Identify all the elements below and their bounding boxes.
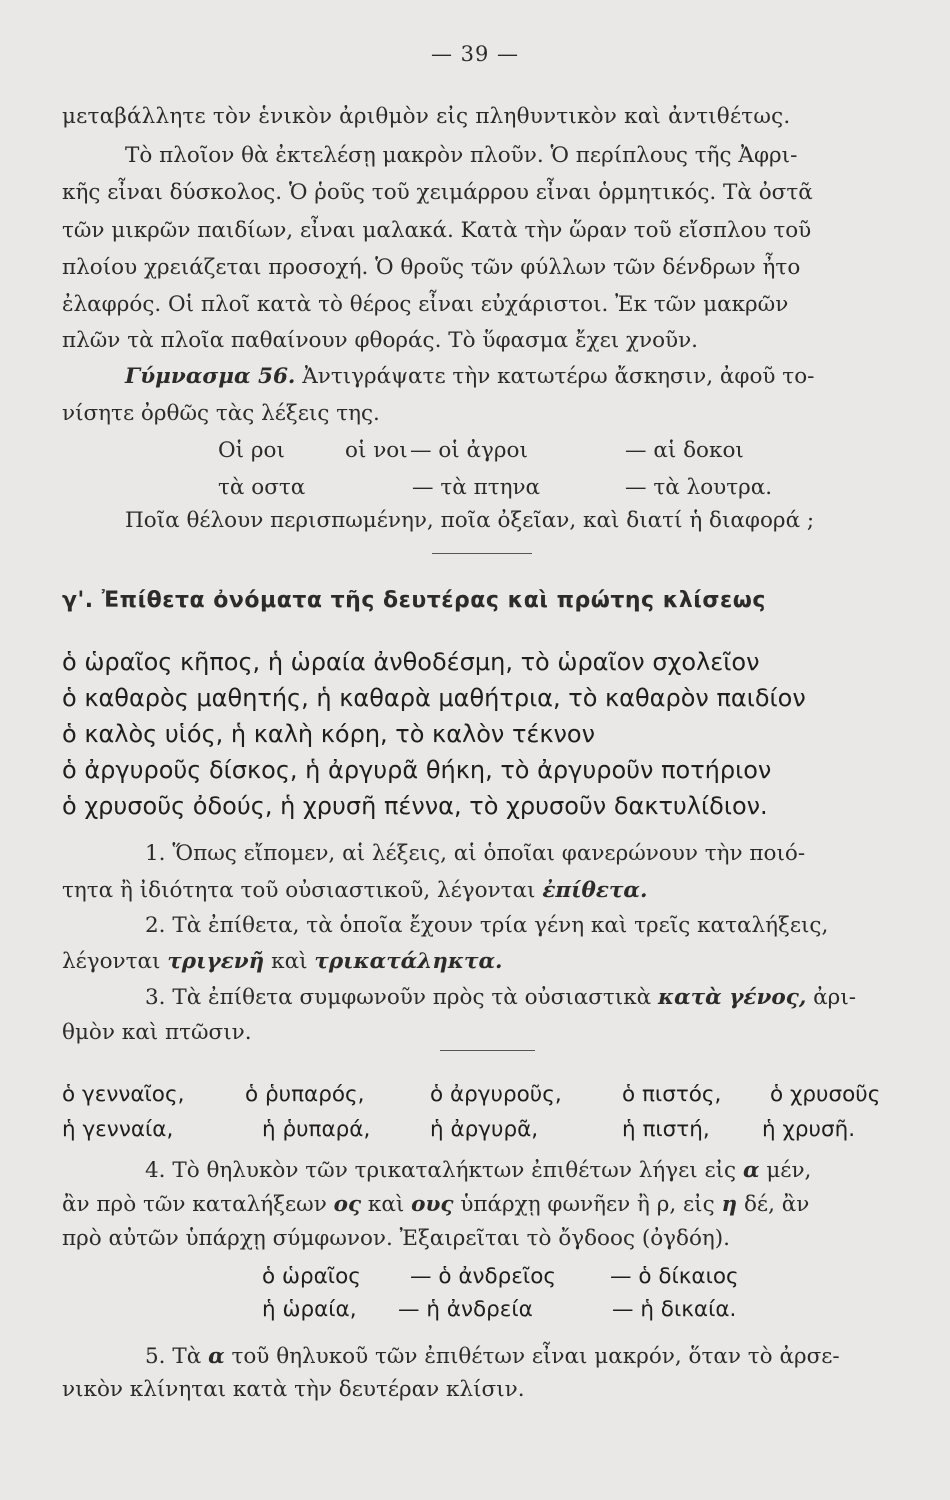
example-word: — ἡ ἀνδρεία: [398, 1297, 533, 1322]
exercise-cell: — οἱ ἀγροι: [410, 438, 528, 463]
rule-line: πρὸ αὐτῶν ὑπάρχῃ σύμφωνον. Ἐξαιρεῖται τὸ ὄγδοος (ὀγδόη).: [62, 1226, 730, 1251]
page-number: — 39 —: [430, 42, 520, 66]
example-word: ἡ γενναία,: [62, 1117, 174, 1142]
exercise-cell: Οἱ ροι: [218, 438, 285, 463]
intro-line: κῆς εἶναι δύσκολος. Ὁ ῥοῦς τοῦ χειμάρρου εἶναι ὁρμητικός. Τὰ ὀστᾶ: [62, 180, 813, 205]
rule-line: 2. Τὰ ἐπίθετα, τὰ ὁποῖα ἔχουν τρία γένη καὶ τρεῖς καταλήξεις,: [145, 913, 829, 938]
exercise-text: Ἀντιγράψατε τὴν κατωτέρω ἄσκησιν, ἀφοῦ το-: [302, 364, 815, 389]
term-os: ος: [333, 1192, 362, 1217]
example-word: ἡ πιστή,: [622, 1117, 710, 1142]
example-word: ὁ ἀργυροῦς,: [430, 1082, 562, 1107]
example-line: ὁ καθαρὸς μαθητής, ἡ καθαρὰ μαθήτρια, τὸ καθαρὸν παιδίον: [62, 684, 806, 712]
rule-text: 5. Τὰ: [145, 1344, 202, 1369]
exercise-question: Ποῖα θέλουν περισπωμένην, ποῖα ὀξεῖαν, καὶ διατί ἡ διαφορά ;: [125, 508, 815, 533]
term-ous: ους: [411, 1192, 454, 1217]
section-title: Ἐπίθετα ὀνόματα τῆς δευτέρας καὶ πρώτης κλίσεως: [101, 588, 766, 613]
section-heading: [62, 590, 766, 612]
rule-text: 3. Τὰ ἐπίθετα συμφωνοῦν πρὸς τὰ οὐσιαστικὰ: [145, 985, 652, 1010]
rule-line: [62, 951, 503, 973]
example-line: ὁ ὡραῖος κῆπος, ἡ ὡραία ἀνθοδέσμη, τὸ ὡραῖον σχολεῖον: [62, 648, 760, 676]
section-number: γ'.: [62, 588, 94, 613]
example-word: — ὁ δίκαιος: [610, 1264, 739, 1289]
rule-text: ἂν πρὸ τῶν καταλήξεων: [62, 1192, 327, 1217]
rule-text: τητα ἢ ἰδιότητα τοῦ οὐσιαστικοῦ, λέγονται: [62, 878, 536, 903]
rule-text: τοῦ θηλυκοῦ τῶν ἐπιθέτων εἶναι μακρόν, ὅταν τὸ ἀρσε-: [231, 1344, 840, 1369]
intro-line: ἐλαφρός. Οἱ πλοῖ κατὰ τὸ θέρος εἶναι εὐχάριστοι. Ἐκ τῶν μακρῶν: [62, 292, 789, 317]
section-divider: [440, 1050, 535, 1051]
example-word: — ἡ δικαία.: [612, 1297, 737, 1322]
term-eta: η: [721, 1192, 738, 1217]
example-word: ἡ χρυσῆ.: [762, 1117, 856, 1142]
term-kata-genos: κατὰ γένος,: [658, 985, 807, 1010]
intro-line: τῶν μικρῶν παιδίων, εἶναι μαλακά. Κατὰ τὴν ὥραν τοῦ εἴσπλου τοῦ: [62, 218, 812, 243]
exercise-cell: — τὰ πτηνα: [412, 475, 541, 500]
exercise-label: Γύμνασμα 56.: [125, 364, 296, 389]
exercise-line: [125, 366, 814, 388]
intro-line: Τὸ πλοῖον θὰ ἐκτελέσῃ μακρὸν πλοῦν. Ὁ περίπλους τῆς Ἀφρι-: [125, 143, 798, 168]
section-divider: [432, 553, 532, 554]
rule-text: ὑπάρχῃ φωνῆεν ἢ ρ, εἰς: [460, 1192, 715, 1217]
rule-line: [145, 987, 856, 1009]
rule-line: θμὸν καὶ πτῶσιν.: [62, 1020, 252, 1045]
rule-text: μέν,: [766, 1158, 812, 1183]
rule-line: [62, 880, 647, 902]
exercise-cell: — αἱ δοκοι: [625, 438, 744, 463]
rule-text: ἀρι-: [813, 985, 857, 1010]
rule-line: [145, 1160, 811, 1182]
example-word: — ὁ ἀνδρεῖος: [410, 1264, 556, 1289]
rule-line: 1. Ὅπως εἴπομεν, αἱ λέξεις, αἱ ὁποῖαι φανερώνουν τὴν ποιό-: [145, 841, 806, 866]
intro-line: πλοίου χρειάζεται προσοχή. Ὁ θροῦς τῶν φύλλων τῶν δένδρων ἦτο: [62, 255, 801, 280]
rule-text: λέγονται: [62, 949, 161, 974]
exercise-cell: τὰ οστα: [218, 475, 306, 500]
term-trikatalikta: τρικατάληκτα.: [314, 949, 503, 974]
intro-line: πλῶν τὰ πλοῖα παθαίνουν φθοράς. Τὸ ὕφασμα ἔχει χνοῦν.: [62, 328, 699, 353]
example-word: ὁ πιστός,: [622, 1082, 722, 1107]
rule-text: καὶ: [271, 949, 308, 974]
exercise-cell: — τὰ λουτρα.: [625, 475, 773, 500]
example-line: ὁ καλὸς υἱός, ἡ καλὴ κόρη, τὸ καλὸν τέκνον: [62, 720, 596, 748]
example-word: ἡ ὡραία,: [262, 1297, 357, 1322]
example-word: ἡ ἀργυρᾶ,: [430, 1117, 539, 1142]
example-word: ἡ ῥυπαρά,: [262, 1117, 371, 1142]
term-alpha: α: [742, 1158, 760, 1183]
rule-line: [145, 1346, 840, 1368]
term-trigeni: τριγενῆ: [167, 949, 265, 974]
intro-line: μεταβάλλητε τὸν ἑνικὸν ἀριθμὸν εἰς πληθυντικὸν καὶ ἀντιθέτως.: [62, 104, 791, 129]
rule-line: [62, 1194, 809, 1216]
example-word: ὁ γενναῖος,: [62, 1082, 185, 1107]
example-word: ὁ ὡραῖος: [262, 1264, 361, 1289]
rule-text: 4. Τὸ θηλυκὸν τῶν τρικαταλήκτων ἐπιθέτων λήγει εἰς: [145, 1158, 737, 1183]
exercise-cell: οἱ νοι: [345, 438, 408, 463]
rule-text: καὶ: [367, 1192, 405, 1217]
term-alpha: α: [208, 1344, 225, 1369]
example-line: ὁ ἀργυροῦς δίσκος, ἡ ἀργυρᾶ θήκη, τὸ ἀργυροῦν ποτήριον: [62, 756, 772, 784]
example-word: ὁ ῥυπαρός,: [245, 1082, 365, 1107]
rule-text: δέ, ἂν: [743, 1192, 810, 1217]
example-line: ὁ χρυσοῦς ὀδούς, ἡ χρυσῆ πέννα, τὸ χρυσοῦν δακτυλίδιον.: [62, 792, 768, 820]
rule-line: νικὸν κλίνηται κατὰ τὴν δευτέραν κλίσιν.: [62, 1377, 525, 1402]
term-epitheta: ἐπίθετα.: [542, 878, 648, 903]
exercise-line: νίσητε ὀρθῶς τὰς λέξεις της.: [62, 401, 380, 426]
example-word: ὁ χρυσοῦς: [770, 1082, 881, 1107]
